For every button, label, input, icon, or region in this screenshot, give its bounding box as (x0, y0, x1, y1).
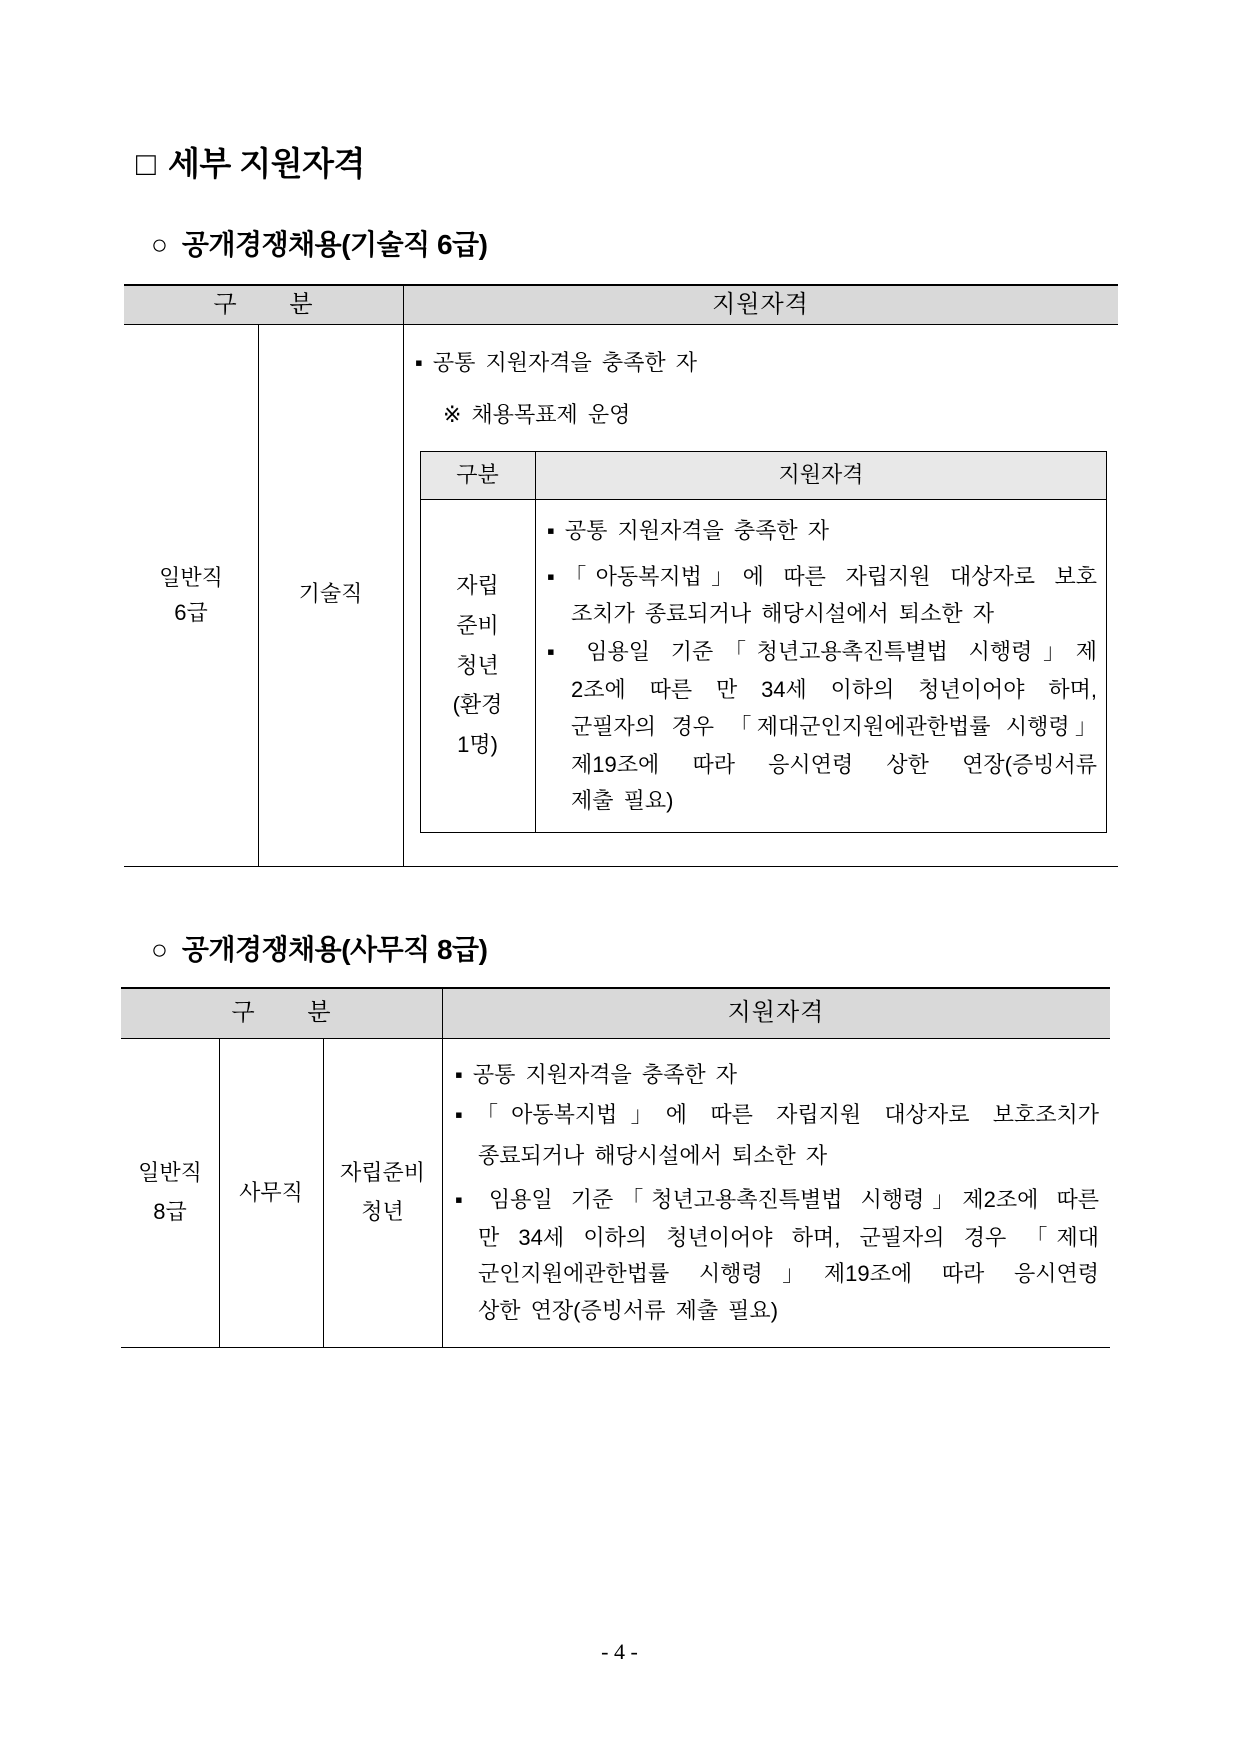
table-column-divider (442, 988, 443, 1347)
grade-cell: 일반직 (159, 565, 223, 590)
table-header-divider (121, 1038, 1110, 1039)
qualification-line: ▪ 공통 지원자격을 충족한 자 (547, 518, 830, 543)
section-heading-title: 세부 지원자격 (167, 145, 365, 182)
subsection-heading-clerical (151, 933, 487, 967)
table-top-border (121, 987, 1110, 989)
table-header-divider (124, 324, 1118, 325)
qualification-line: ▪「아동복지법」에 따른 자립지원 대상자로 보호조치가 (455, 1102, 1099, 1127)
circle-bullet-icon: ○ (151, 229, 168, 260)
subsection-heading-technical (151, 228, 487, 262)
table-bottom-border (124, 866, 1118, 867)
subsection-title: 공개경쟁채용(기술직 6급) (181, 229, 488, 260)
qualification-line: 제19조에 따라 응시연령 상한 연장(증빙서류 (571, 752, 1097, 777)
section-heading (136, 144, 365, 184)
inner-table-header-divider (420, 499, 1107, 500)
qualification-line: 군인지원에관한법률 시행령」제19조에 따라 응시연령 (478, 1261, 1099, 1286)
qualification-line: 종료되거나 해당시설에서 퇴소한 자 (478, 1143, 828, 1168)
table-header-category: 구 분 (231, 999, 332, 1026)
target-cell: 자립준비 (339, 1160, 425, 1185)
circle-bullet-icon: ○ (151, 934, 168, 965)
inner-category-line: (환경 (452, 692, 503, 717)
grade-cell: 일반직 (138, 1160, 202, 1185)
table-header-qualification: 지원자격 (712, 291, 809, 318)
table-top-border (124, 284, 1118, 286)
table-bottom-border (121, 1347, 1110, 1348)
grade-cell: 6급 (174, 600, 208, 625)
inner-category-line: 1명) (457, 732, 498, 757)
note-text: ※ 채용목표제 운영 (443, 402, 631, 427)
inner-category-line: 자립 (456, 573, 499, 598)
qualification-line: 2조에 따른 만 34세 이하의 청년이어야 하며, (571, 677, 1097, 702)
table-header-category: 구 분 (213, 291, 314, 318)
qualification-line: ▪ 임용일 기준「청년고용촉진특별법 시행령」제2조에 따른 (455, 1187, 1099, 1212)
table-column-divider (323, 1039, 324, 1347)
common-qualification-text: ▪ 공통 지원자격을 충족한 자 (415, 350, 698, 375)
page-number: - 4 - (601, 1639, 638, 1664)
qualification-line: 조치가 종료되거나 해당시설에서 퇴소한 자 (571, 601, 994, 626)
qualification-line: ▪ 임용일 기준「청년고용촉진특별법 시행령」제 (547, 639, 1097, 664)
subsection-title: 공개경쟁채용(사무직 8급) (181, 934, 488, 965)
qualification-line: 상한 연장(증빙서류 제출 필요) (478, 1298, 779, 1323)
qualification-line: ▪「아동복지법」에 따른 자립지원 대상자로 보호 (547, 564, 1097, 589)
inner-category-line: 청년 (456, 653, 499, 678)
grade-cell: 8급 (153, 1199, 187, 1224)
job-cell: 기술직 (298, 581, 363, 606)
inner-header-category: 구분 (456, 462, 499, 487)
inner-category-line: 준비 (456, 613, 499, 638)
table-header-qualification: 지원자격 (727, 999, 825, 1026)
target-cell: 청년 (361, 1199, 404, 1224)
square-bullet-icon: □ (136, 145, 156, 182)
job-cell: 사무직 (239, 1180, 303, 1205)
inner-table-column-divider (535, 451, 536, 833)
table-column-divider (403, 285, 404, 866)
qualification-line: 군필자의 경우 「제대군인지원에관한법률 시행령」 (571, 714, 1097, 739)
inner-header-qualification: 지원자격 (778, 462, 864, 487)
qualification-line: 제출 필요) (571, 788, 674, 813)
qualification-line: ▪ 공통 지원자격을 충족한 자 (455, 1062, 738, 1087)
qualification-line: 만 34세 이하의 청년이어야 하며, 군필자의 경우 「제대 (478, 1225, 1099, 1250)
